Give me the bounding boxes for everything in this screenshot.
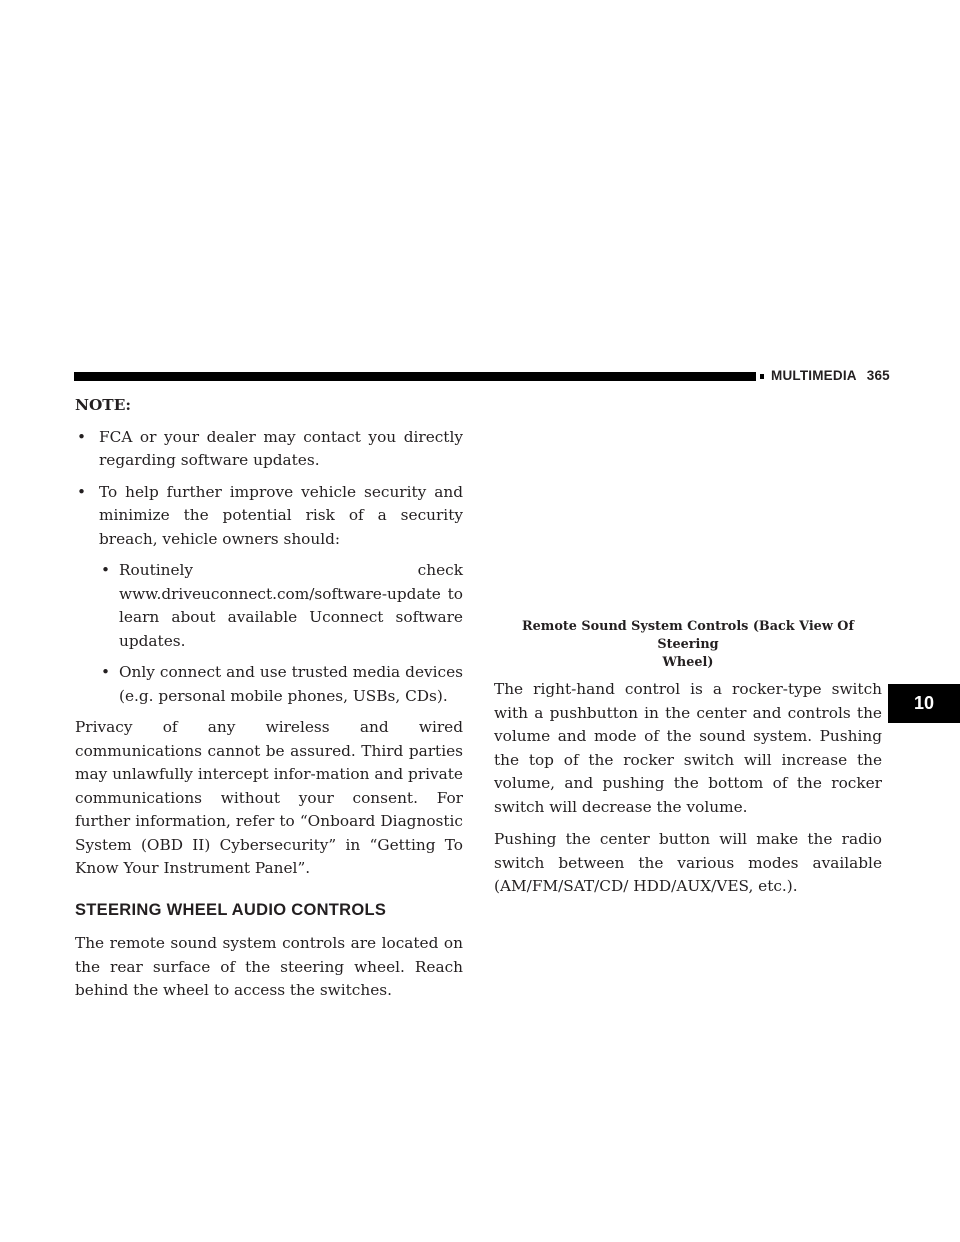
bullet-icon: • <box>77 482 87 501</box>
list-item <box>75 481 463 552</box>
note-label: NOTE: <box>75 396 131 414</box>
header-rule <box>74 372 756 381</box>
sub-list-item-text: Only connect and use trusted media devices (e.g. personal mobile phones, USBs, CDs). <box>119 663 463 705</box>
header-rule-end <box>760 374 764 379</box>
figure-caption-line2: Wheel) <box>662 655 714 670</box>
section-title: MULTIMEDIA <box>771 368 857 383</box>
bullet-icon: • <box>77 427 87 446</box>
list-item-text: To help further improve vehicle security and minimize the potential risk of a security breach, vehicle owners should: <box>99 482 463 548</box>
body-paragraph: The right-hand control is a rocker-type switch with a pushbutton in the center and controls the volume and mode of the sound system. Pushing the top of the rocker switch will increase the volume, and pushing the bottom of the rocker switch will decrease the volume. <box>494 680 882 816</box>
figure-caption <box>494 618 882 672</box>
sub-list-item-text: Routinely check www.driveuconnect.com/software-update to learn about available Uconnect software updates. <box>119 561 463 650</box>
page-number: 365 <box>866 368 890 383</box>
running-head <box>771 368 890 383</box>
bullet-icon: • <box>101 561 111 579</box>
body-paragraph: Pushing the center button will make the radio switch between the various modes available (AM/FM/SAT/CD/ HDD/AUX/VES, etc.). <box>494 830 882 895</box>
chapter-tab: 10 <box>888 684 960 723</box>
bullet-icon: • <box>101 663 111 681</box>
section-paragraph: The remote sound system controls are located on the rear surface of the steering wheel. Reach behind the wheel to access the switches. <box>75 934 463 999</box>
figure-caption-line1: Remote Sound System Controls (Back View Of Steering <box>522 619 854 652</box>
left-column <box>75 394 463 1003</box>
list-item <box>75 426 463 473</box>
privacy-paragraph: Privacy of any wireless and wired communications cannot be assured. Third parties may unlawfully intercept infor-mation and private communications without your consent. For further information, refer to “Onboard Diagnostic System (OBD II) Cybersecurity” in “Getting To Know Your Instrument Panel”. <box>75 718 463 877</box>
list-item-text: FCA or your dealer may contact you directly regarding software updates. <box>99 427 463 469</box>
right-column <box>494 618 882 899</box>
sub-list-item <box>99 661 463 708</box>
section-heading: STEERING WHEEL AUDIO CONTROLS <box>75 900 387 919</box>
sub-list-item <box>99 559 463 653</box>
